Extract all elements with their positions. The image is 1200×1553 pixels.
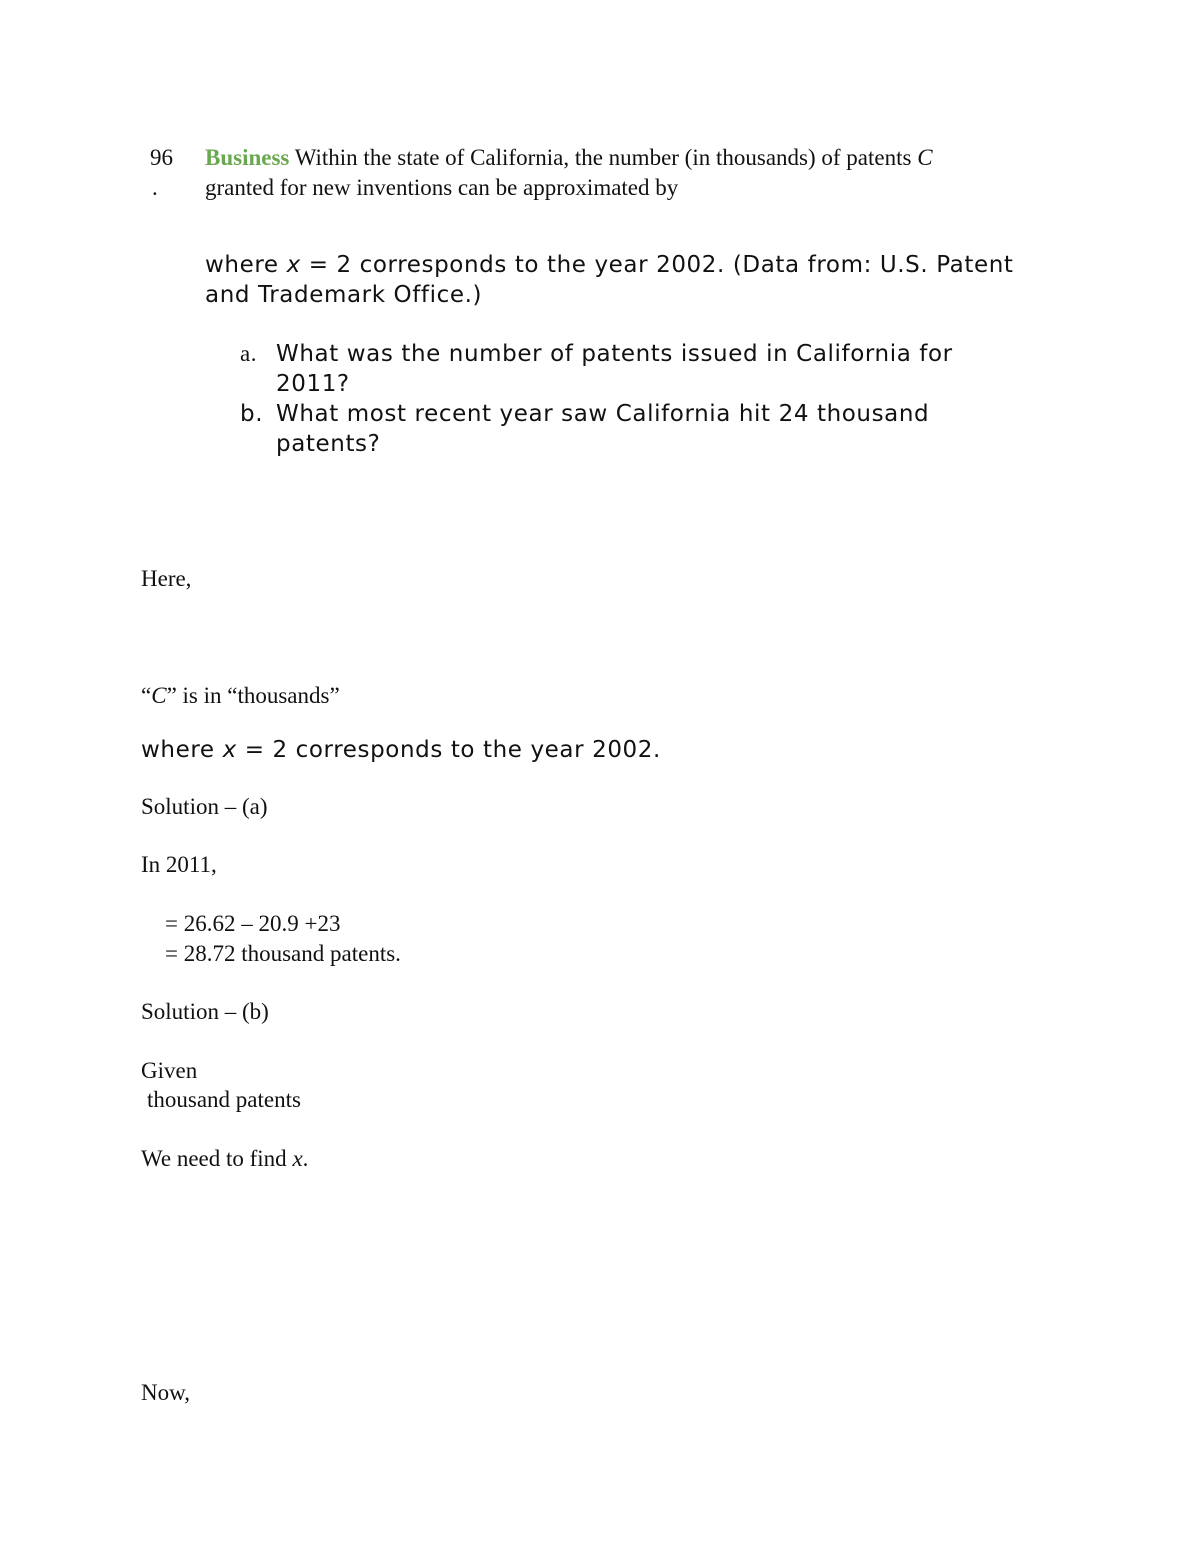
solution-here: Here,	[141, 566, 192, 591]
problem-number-suffix: .	[152, 175, 158, 200]
problem-intro-var: C	[917, 145, 933, 170]
solution-calc-line-1: = 26.62 – 20.9 +23	[165, 911, 341, 936]
solution-c-note-var: C	[151, 683, 167, 708]
problem-number	[150, 143, 190, 203]
solution-where	[141, 735, 661, 765]
solution-where-var: x	[222, 737, 237, 763]
question-a	[240, 339, 1020, 399]
solution-in-2011: In 2011,	[141, 852, 217, 877]
question-b-mark: b.	[240, 401, 264, 427]
solution-need-find-prefix: We need to find	[141, 1146, 287, 1171]
problem-intro-text: Within the state of California, the number (in thousands) of patents	[294, 145, 912, 170]
problem-where-var: x	[286, 252, 301, 278]
problem-number-value: 96	[150, 145, 173, 170]
problem-intro	[205, 143, 1035, 203]
solution-calc-line-2: = 28.72 thousand patents.	[165, 941, 401, 966]
solution-c-note-rest: ” is in “thousands”	[166, 683, 340, 708]
solution-need-find-suffix: .	[302, 1146, 309, 1171]
question-b	[240, 399, 1020, 459]
solution-where-rest: = 2 corresponds to the year 2002.	[236, 737, 661, 763]
solution-now: Now,	[141, 1380, 190, 1405]
solution-c-note-open: “	[141, 683, 152, 708]
solution-c-note	[141, 681, 340, 711]
question-a-mark: a.	[240, 341, 258, 366]
solution-b-heading: Solution – (b)	[141, 999, 269, 1024]
solution-where-prefix: where	[141, 737, 215, 763]
solution-given: Given	[141, 1058, 198, 1083]
solution-need-find-var: x	[292, 1146, 303, 1171]
solution-a-heading: Solution – (a)	[141, 794, 268, 819]
problem-where-prefix: where	[205, 252, 279, 278]
question-a-text: What was the number of patents issued in California for 2011?	[276, 341, 953, 397]
solution-thousand-patents: thousand patents	[147, 1087, 301, 1112]
problem-intro-line2: granted for new inventions can be approximated by	[205, 175, 679, 200]
problem-where	[205, 250, 1025, 310]
problem-where-rest: = 2 corresponds to the year 2002. (Data from: U.S. Patent and Trademark Office.)	[205, 252, 1014, 308]
solution-need-find	[141, 1144, 308, 1174]
question-b-text: What most recent year saw California hit 24 thousand patents?	[276, 401, 930, 457]
problem-category: Business	[205, 145, 290, 170]
question-list	[240, 339, 1020, 459]
